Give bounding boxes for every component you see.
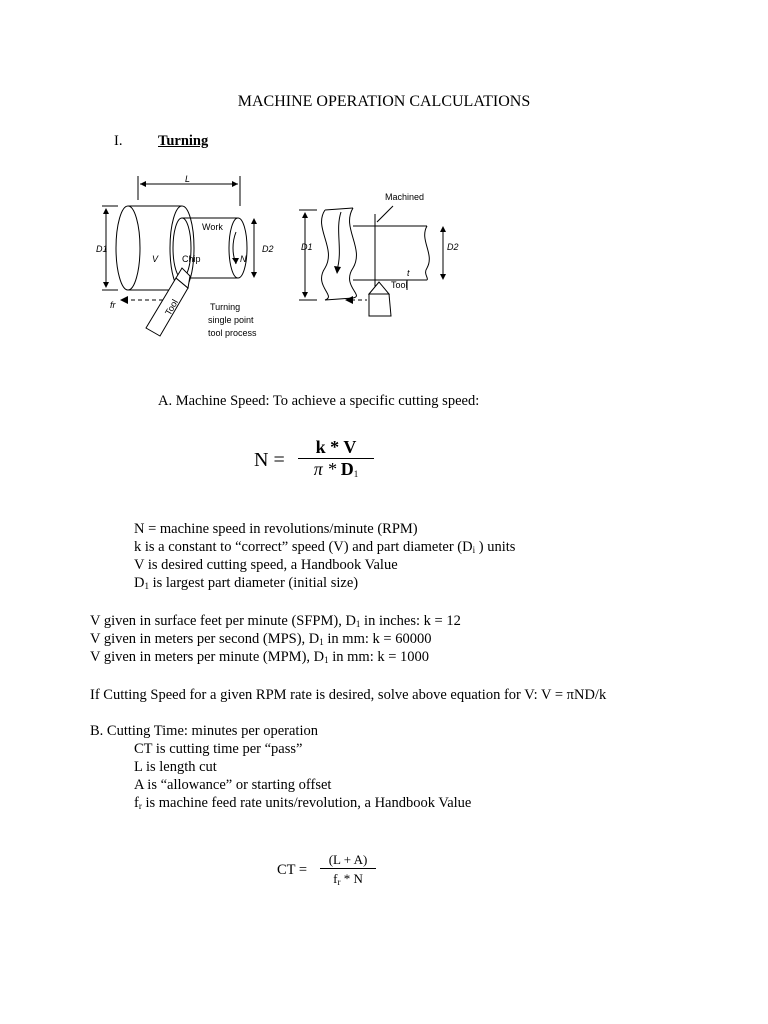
unit-2: V given in meters per minute (MPM), $D_1$ in mm: k = 1000	[90, 649, 430, 665]
def-a-3: $D_1$ is largest part diameter (initial size)	[134, 575, 359, 591]
def-b-0: CT is cutting time per “pass”	[134, 741, 303, 757]
unit-0: V given in surface feet per minute (SFPM), $D_1$ in inches: k = 12	[90, 613, 461, 629]
fig1-caption-3: tool process	[208, 328, 257, 338]
formula-ct-rest: * N	[340, 871, 363, 886]
formula-ct-fraction	[320, 852, 376, 887]
def-a-0: N = machine speed in revolutions/minute (RPM)	[134, 521, 418, 537]
formula-ct-numerator: (L + A)	[328, 852, 368, 867]
fig2-label-D2: D2	[447, 242, 459, 252]
fig1-label-N: N	[240, 254, 247, 264]
fig1-label-chip: Chip	[182, 254, 201, 264]
turning-diagram	[90, 170, 280, 350]
formula-n-fraction	[298, 437, 374, 480]
section-b-heading: B. Cutting Time: minutes per operation	[90, 723, 318, 739]
formula-n-numerator: k * V	[315, 437, 357, 457]
fig2-label-machined: Machined	[385, 192, 425, 202]
fig1-label-work: Work	[202, 222, 223, 232]
formula-n-pi: π *	[313, 459, 337, 479]
section-title: Turning	[158, 133, 209, 149]
fig1-label-D2: D2	[262, 244, 274, 254]
fig1-label-tool: Tool	[163, 297, 180, 317]
page-title: MACHINE OPERATION CALCULATIONS	[237, 93, 531, 110]
formula-ct-f-sub: r	[337, 877, 341, 887]
formula-n-d-sub: 1	[353, 469, 359, 479]
fig1-caption-2: single point	[208, 315, 254, 325]
def-b-1: L is length cut	[134, 759, 217, 775]
formula-ct-f: f	[333, 871, 338, 886]
formula-ct-lhs: CT =	[277, 862, 308, 878]
fig1-label-L: L	[185, 174, 191, 184]
fig1-label-fr: fr	[110, 300, 116, 310]
section-number: I.	[114, 133, 123, 149]
def-b-3: $f_r$ is machine feed rate units/revolution, a Handbook Value	[134, 795, 472, 811]
def-a-2: V is desired cutting speed, a Handbook Value	[134, 557, 398, 573]
fig1-label-V: V	[152, 254, 159, 264]
fig1-label-D1: D1	[96, 244, 108, 254]
fig2-label-tool: Tool	[391, 280, 408, 290]
section-a-heading: A. Machine Speed: To achieve a specific cutting speed:	[158, 393, 480, 409]
cutting-speed-note: If Cutting Speed for a given RPM rate is desired, solve above equation for V: V = πND/k	[90, 687, 607, 703]
unit-1: V given in meters per second (MPS), $D_1$ in mm: k = 60000	[90, 631, 432, 647]
formula-n-d: D	[340, 459, 354, 479]
fig2-label-t: t	[407, 268, 410, 278]
fig2-label-D1: D1	[301, 242, 313, 252]
def-b-2: A is “allowance” or starting offset	[134, 777, 332, 793]
fig1-caption-1: Turning	[210, 302, 241, 312]
def-a-1: k is a constant to “correct” speed (V) and part diameter ($D_i$ ) units	[134, 539, 516, 555]
machined-surface-diagram	[295, 170, 470, 325]
formula-n-lhs: N =	[254, 449, 285, 471]
